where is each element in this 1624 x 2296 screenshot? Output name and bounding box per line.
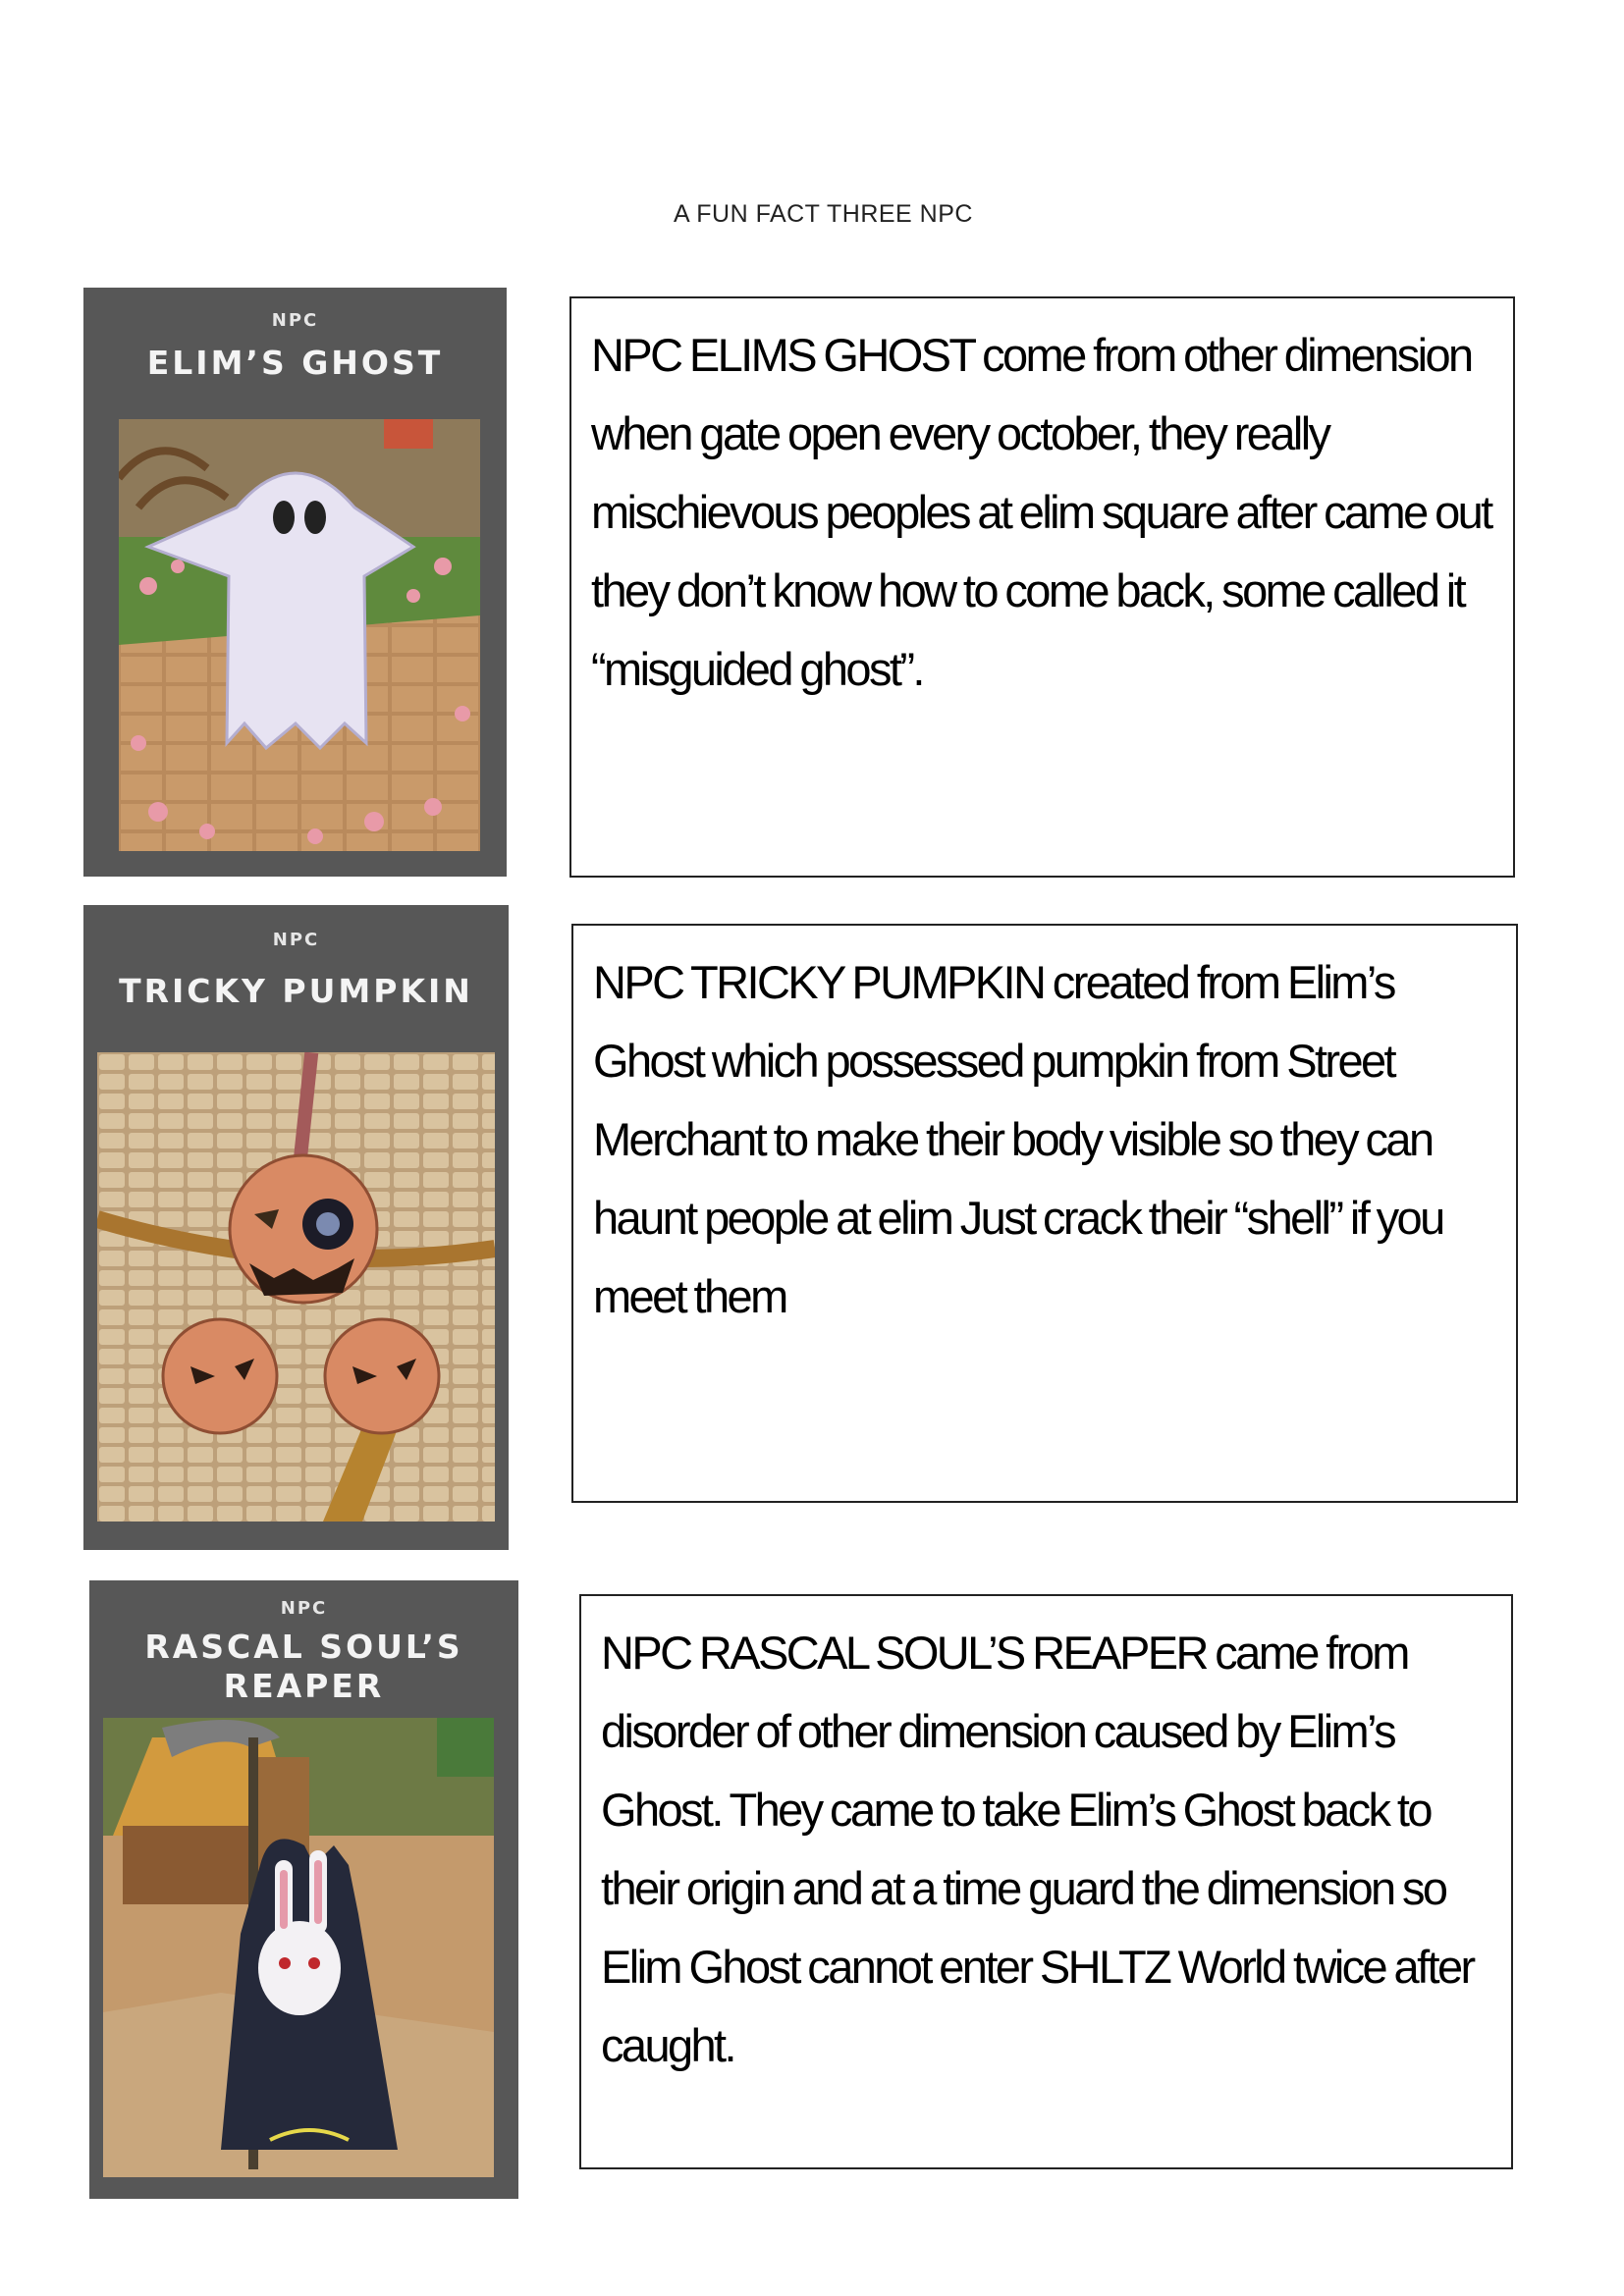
npc-card-elims-ghost [83, 288, 507, 877]
npc-tag: NPC [280, 1598, 328, 1619]
page-title: A FUN FACT THREE NPC [674, 200, 973, 228]
npc-fact-box-rascal-souls-reaper [579, 1594, 1513, 2169]
npc-fact-box-elims-ghost [569, 296, 1515, 878]
npc-card-tricky-pumpkin [83, 905, 509, 1550]
npc-image-reaper [103, 1718, 494, 2177]
npc-tag: NPC [271, 310, 319, 331]
npc-image-pumpkin [97, 1052, 495, 1522]
npc-name: TRICKY PUMPKIN [119, 972, 473, 1010]
npc-fact-text: NPC ELIMS GHOST come from other dimension when gate open every october, they really mischievous peoples at elim square after came out they don’t know how to come back, some called it “misguided ghost”. [591, 329, 1491, 695]
npc-fact-box-tricky-pumpkin [571, 924, 1518, 1503]
npc-image-ghost [119, 419, 480, 851]
npc-fact-text: NPC TRICKY PUMPKIN created from Elim’s Ghost which possessed pumpkin from Street Merchant to make their body visible so they can haunt people at elim Just crack their “shell” if you meet them [593, 956, 1443, 1322]
npc-name-line1: RASCAL SOUL’S [144, 1628, 463, 1666]
npc-tag: NPC [272, 930, 320, 950]
npc-name: ELIM’S GHOST [146, 344, 444, 382]
npc-name-line2: REAPER [223, 1667, 385, 1705]
npc-card-rascal-souls-reaper [89, 1580, 518, 2199]
npc-fact-text: NPC RASCAL SOUL’S REAPER came from disorder of other dimension caused by Elim’s Ghost. They came to take Elim’s Ghost back to their origin and at a time guard the dimension so Elim Ghost cannot enter SHLTZ World twice after caught. [601, 1627, 1474, 2071]
